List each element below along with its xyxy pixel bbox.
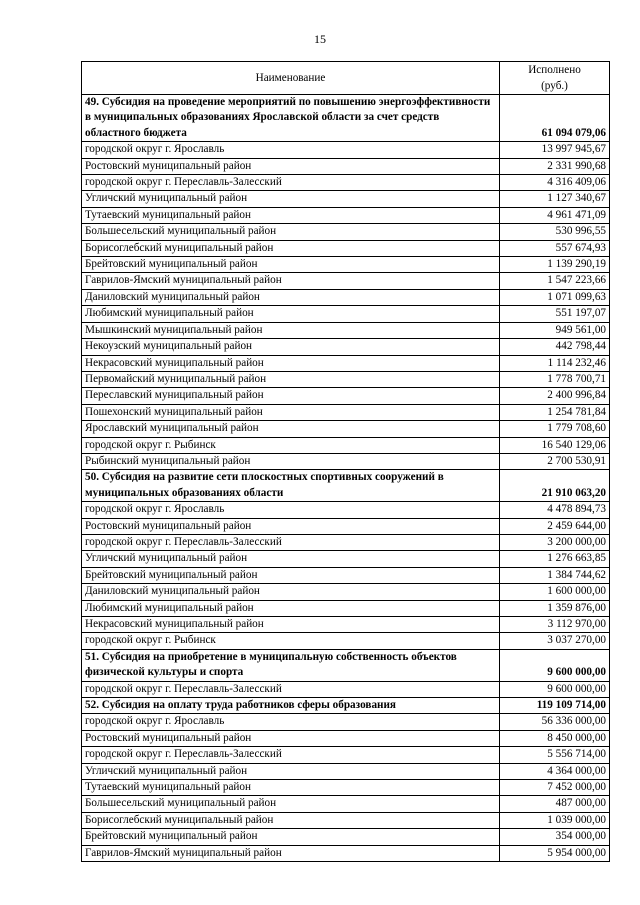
section-title: 49. Субсидия на проведение мероприятий по повышению энергоэффективности в муниципальных образованиях Ярославской области за счет средств областного бюджета [82, 95, 500, 142]
table-row [82, 453, 610, 469]
row-amount: 7 452 000,00 [500, 780, 610, 796]
row-amount: 1 600 000,00 [500, 584, 610, 600]
page-number: 15 [314, 32, 326, 46]
row-amount: 4 364 000,00 [500, 763, 610, 779]
row-name: Гаврилов-Ямский муниципальный район [82, 845, 500, 861]
table-row [82, 534, 610, 550]
row-name: Тутаевский муниципальный район [82, 780, 500, 796]
row-amount: 1 071 099,63 [500, 289, 610, 305]
row-name: Борисоглебский муниципальный район [82, 240, 500, 256]
row-name: Большесельский муниципальный район [82, 796, 500, 812]
row-name: Первомайский муниципальный район [82, 371, 500, 387]
row-name: Некрасовский муниципальный район [82, 617, 500, 633]
row-amount: 9 600 000,00 [500, 681, 610, 697]
table-row [82, 780, 610, 796]
row-name: Борисоглебский муниципальный район [82, 812, 500, 828]
row-amount: 354 000,00 [500, 829, 610, 845]
section-header-row [82, 95, 610, 142]
row-amount: 3 200 000,00 [500, 534, 610, 550]
row-amount: 16 540 129,06 [500, 437, 610, 453]
row-amount: 949 561,00 [500, 322, 610, 338]
row-amount: 2 459 644,00 [500, 518, 610, 534]
section-total: 61 094 079,06 [500, 95, 610, 142]
row-name: Любимский муниципальный район [82, 600, 500, 616]
table-row [82, 714, 610, 730]
row-amount: 530 996,55 [500, 224, 610, 240]
row-name: городской округ г. Ярославль [82, 714, 500, 730]
row-name: городской округ г. Ярославль [82, 142, 500, 158]
row-name: Брейтовский муниципальный район [82, 829, 500, 845]
row-amount: 2 400 996,84 [500, 388, 610, 404]
table-row [82, 257, 610, 273]
column-header-amount-line1: Исполнено [528, 64, 581, 76]
table-row [82, 339, 610, 355]
row-amount: 2 700 530,91 [500, 453, 610, 469]
table-row [82, 207, 610, 223]
table-row [82, 584, 610, 600]
row-amount: 5 954 000,00 [500, 845, 610, 861]
table-row [82, 240, 610, 256]
column-header-amount-line2: (руб.) [541, 80, 568, 92]
row-amount: 551 197,07 [500, 306, 610, 322]
table-row [82, 224, 610, 240]
row-amount: 487 000,00 [500, 796, 610, 812]
row-name: Даниловский муниципальный район [82, 584, 500, 600]
row-amount: 1 254 781,84 [500, 404, 610, 420]
table-row [82, 175, 610, 191]
row-amount: 1 359 876,00 [500, 600, 610, 616]
table-row [82, 306, 610, 322]
table-row [82, 812, 610, 828]
row-amount: 56 336 000,00 [500, 714, 610, 730]
section-header-row [82, 698, 610, 714]
section-total: 119 109 714,00 [500, 698, 610, 714]
table-row [82, 747, 610, 763]
row-name: Любимский муниципальный район [82, 306, 500, 322]
table-row [82, 730, 610, 746]
row-amount: 1 276 663,85 [500, 551, 610, 567]
row-amount: 1 547 223,66 [500, 273, 610, 289]
table-row [82, 633, 610, 649]
row-amount: 1 779 708,60 [500, 421, 610, 437]
row-name: городской округ г. Переславль-Залесский [82, 534, 500, 550]
section-total: 21 910 063,20 [500, 470, 610, 502]
row-name: Угличский муниципальный район [82, 763, 500, 779]
table-row [82, 502, 610, 518]
row-name: Переславский муниципальный район [82, 388, 500, 404]
row-amount: 1 114 232,46 [500, 355, 610, 371]
row-amount: 2 331 990,68 [500, 158, 610, 174]
row-amount: 8 450 000,00 [500, 730, 610, 746]
table-row [82, 273, 610, 289]
table-row [82, 763, 610, 779]
row-name: городской округ г. Рыбинск [82, 437, 500, 453]
row-name: городской округ г. Переславль-Залесский [82, 747, 500, 763]
row-amount: 4 316 409,06 [500, 175, 610, 191]
subsidy-table [81, 61, 610, 862]
row-name: Даниловский муниципальный район [82, 289, 500, 305]
row-amount: 1 127 340,67 [500, 191, 610, 207]
table-row [82, 388, 610, 404]
section-title: 51. Субсидия на приобретение в муниципальную собственность объектов физической культуры и спорта [82, 649, 500, 681]
column-header-amount [500, 62, 610, 95]
row-name: Некоузский муниципальный район [82, 339, 500, 355]
table-row [82, 681, 610, 697]
section-title: 50. Субсидия на развитие сети плоскостных спортивных сооружений в муниципальных образованиях области [82, 470, 500, 502]
row-amount: 1 039 000,00 [500, 812, 610, 828]
row-name: Угличский муниципальный район [82, 191, 500, 207]
row-amount: 1 139 290,19 [500, 257, 610, 273]
row-amount: 4 478 894,73 [500, 502, 610, 518]
section-title: 52. Субсидия на оплату труда работников сферы образования [82, 698, 500, 714]
section-total: 9 600 000,00 [500, 649, 610, 681]
row-name: Брейтовский муниципальный район [82, 567, 500, 583]
table-row [82, 845, 610, 861]
table-row [82, 191, 610, 207]
table-row [82, 600, 610, 616]
row-name: городской округ г. Переславль-Залесский [82, 681, 500, 697]
table-row [82, 322, 610, 338]
row-amount: 1 384 744,62 [500, 567, 610, 583]
row-name: Рыбинский муниципальный район [82, 453, 500, 469]
row-name: городской округ г. Рыбинск [82, 633, 500, 649]
row-amount: 4 961 471,09 [500, 207, 610, 223]
row-amount: 1 778 700,71 [500, 371, 610, 387]
table-row [82, 289, 610, 305]
table-row [82, 551, 610, 567]
row-amount: 13 997 945,67 [500, 142, 610, 158]
table-row [82, 567, 610, 583]
row-name: Ярославский муниципальный район [82, 421, 500, 437]
table-row [82, 142, 610, 158]
row-amount: 3 112 970,00 [500, 617, 610, 633]
section-header-row [82, 649, 610, 681]
row-amount: 3 037 270,00 [500, 633, 610, 649]
row-name: Пошехонский муниципальный район [82, 404, 500, 420]
table-row [82, 404, 610, 420]
row-name: Тутаевский муниципальный район [82, 207, 500, 223]
table-header-row [82, 62, 610, 95]
row-name: Ростовский муниципальный район [82, 518, 500, 534]
row-name: городской округ г. Ярославль [82, 502, 500, 518]
row-amount: 442 798,44 [500, 339, 610, 355]
table-row [82, 829, 610, 845]
table-row [82, 617, 610, 633]
table-row [82, 421, 610, 437]
row-name: Угличский муниципальный район [82, 551, 500, 567]
table-row [82, 518, 610, 534]
row-name: Большесельский муниципальный район [82, 224, 500, 240]
row-amount: 557 674,93 [500, 240, 610, 256]
column-header-name: Наименование [82, 62, 500, 95]
table-row [82, 796, 610, 812]
row-name: Некрасовский муниципальный район [82, 355, 500, 371]
table-row [82, 437, 610, 453]
row-name: городской округ г. Переславль-Залесский [82, 175, 500, 191]
row-name: Брейтовский муниципальный район [82, 257, 500, 273]
section-header-row [82, 470, 610, 502]
row-name: Ростовский муниципальный район [82, 158, 500, 174]
table-row [82, 158, 610, 174]
row-name: Гаврилов-Ямский муниципальный район [82, 273, 500, 289]
row-name: Мышкинский муниципальный район [82, 322, 500, 338]
table-row [82, 355, 610, 371]
row-amount: 5 556 714,00 [500, 747, 610, 763]
row-name: Ростовский муниципальный район [82, 730, 500, 746]
table-row [82, 371, 610, 387]
table-body [82, 95, 610, 862]
